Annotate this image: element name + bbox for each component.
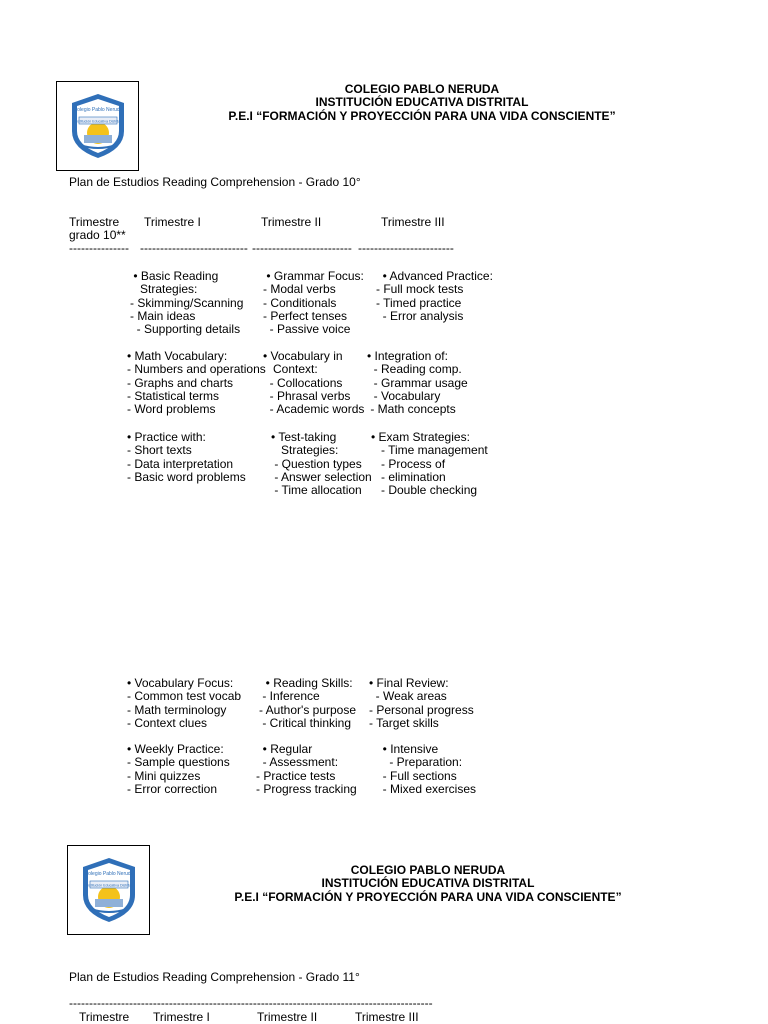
school-name: COLEGIO PABLO NERUDA	[350, 863, 506, 877]
trimestre-i-cell: • Vocabulary Focus: - Common test vocab - Math terminology - Context clues	[127, 676, 242, 730]
school-header	[216, 864, 640, 904]
trimestre-i-cell: • Basic Reading Strategies: - Skimming/Scanning - Main ideas - Supporting details	[130, 269, 244, 337]
trimestre-i-cell: • Math Vocabulary: - Numbers and operations - Graphs and charts - Statistical terms - Word problems	[127, 349, 266, 417]
plan-title-grade-11: Plan de Estudios Reading Comprehension - Grado 11°	[69, 970, 360, 984]
separator-line: ---------------------------	[140, 241, 248, 255]
pei-motto: P.E.I “FORMACIÓN Y PROYECCIÓN PARA UNA VIDA CONSCIENTE”	[228, 108, 616, 123]
school-header	[210, 83, 634, 123]
table-header-trimestre: Trimestre grado 10**	[69, 215, 126, 243]
school-crest-icon	[77, 855, 141, 925]
svg-text:Institución Educativa Distrita: Institución Educativa Distrital	[74, 119, 121, 124]
separator-line: ---------------	[69, 241, 129, 255]
table-header-trimestre-ii: Trimestre II	[261, 215, 322, 229]
school-name: COLEGIO PABLO NERUDA	[344, 82, 500, 96]
institution-type: INSTITUCIÓN EDUCATIVA DISTRITAL	[321, 876, 535, 891]
trimestre-ii-cell: • Reading Skills: - Inference - Author's purpose - Critical thinking	[259, 676, 357, 730]
svg-text:Colegio Pablo Neruda: Colegio Pablo Neruda	[84, 871, 133, 877]
table-header-trimestre-iii: Trimestre III	[355, 1010, 419, 1024]
separator-line: -------------------------------------------------------------------------------------------	[69, 996, 433, 1010]
separator-line: -------------------------	[252, 241, 352, 255]
separator-line: ------------------------	[358, 241, 454, 255]
trimestre-ii-cell: • Test-taking Strategies: - Question types - Answer selection - Time allocation	[271, 430, 372, 498]
trimestre-ii-cell: • Vocabulary in Context: - Collocations - Phrasal verbs - Academic words	[263, 349, 365, 417]
trimestre-ii-cell: • Grammar Focus: - Modal verbs - Conditionals - Perfect tenses - Passive voice	[263, 269, 364, 337]
institution-type: INSTITUCIÓN EDUCATIVA DISTRITAL	[315, 95, 529, 110]
trimestre-iii-cell: • Intensive - Preparation: - Full sections - Mixed exercises	[382, 742, 477, 796]
trimestre-iii-cell: • Advanced Practice: - Full mock tests - Timed practice - Error analysis	[376, 269, 493, 323]
trimestre-ii-cell: • Regular - Assessment: - Practice tests - Progress tracking	[256, 742, 357, 796]
trimestre-i-cell: • Practice with: - Short texts - Data interpretation - Basic word problems	[127, 430, 246, 484]
table-header-trimestre-i: Trimestre I	[153, 1010, 210, 1024]
table-header-trimestre-i: Trimestre I	[144, 215, 201, 229]
pei-motto: P.E.I “FORMACIÓN Y PROYECCIÓN PARA UNA VIDA CONSCIENTE”	[234, 889, 622, 904]
school-logo	[56, 81, 139, 171]
school-logo	[67, 845, 150, 935]
trimestre-iii-cell: • Final Review: - Weak areas - Personal progress - Target skills	[369, 676, 474, 730]
plan-title-grade-10: Plan de Estudios Reading Comprehension - Grado 10°	[69, 175, 361, 189]
svg-text:Colegio Pablo Neruda: Colegio Pablo Neruda	[73, 107, 122, 113]
trimestre-iii-cell: • Exam Strategies: - Time management - Process of - elimination - Double checking	[371, 430, 488, 498]
trimestre-iii-cell: • Integration of: - Reading comp. - Grammar usage - Vocabulary - Math concepts	[367, 349, 468, 417]
trimestre-i-cell: • Weekly Practice: - Sample questions - Mini quizzes - Error correction	[127, 742, 230, 796]
table-header-trimestre: Trimestre	[79, 1010, 130, 1024]
school-crest-icon	[66, 91, 130, 161]
table-header-trimestre-ii: Trimestre II	[257, 1010, 318, 1024]
svg-text:Institución Educativa Distrita: Institución Educativa Distrital	[85, 883, 132, 888]
table-header-trimestre-iii: Trimestre III	[381, 215, 445, 229]
